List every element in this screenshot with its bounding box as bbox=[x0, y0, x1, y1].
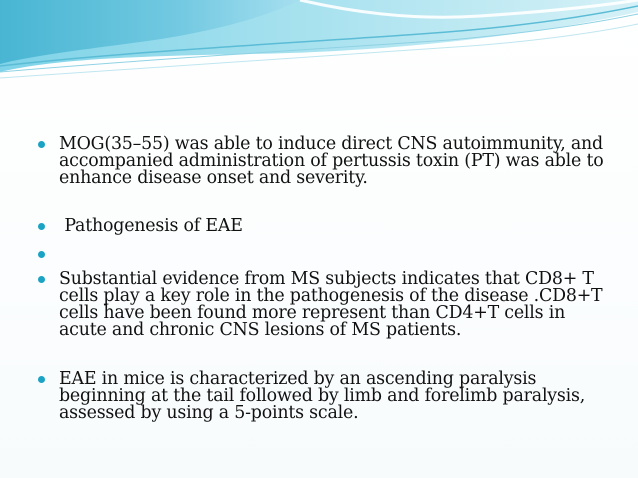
bullet-dot-icon bbox=[38, 223, 45, 230]
bullet-item bbox=[36, 371, 616, 422]
bullet-text: EAE in mice is characterized by an ascending paralysis beginning at the tail followed by limb and forelimb paralysis, assessed by using a 5-points scale. bbox=[59, 369, 586, 423]
bullet-list bbox=[36, 136, 616, 422]
bullet-text: MOG(35–55) was able to induce direct CNS autoimmunity, and accompanied administration of pertussis toxin (PT) was able to enhance disease onset and severity. bbox=[59, 134, 604, 188]
bullet-item bbox=[36, 136, 616, 187]
bullet-dot-icon bbox=[38, 376, 45, 383]
bullet-text: Pathogenesis of EAE bbox=[59, 216, 243, 236]
bullet-dot-icon bbox=[38, 276, 45, 283]
bullet-item bbox=[36, 218, 616, 235]
decorative-wave-banner bbox=[0, 0, 638, 90]
bullet-item bbox=[36, 271, 616, 339]
bullet-text: Substantial evidence from MS subjects indicates that CD8+ T cells play a key role in the pathogenesis of the disease .CD8+T cells have been found more represent than CD4+T cells in acute and chronic CNS lesions of MS patients. bbox=[59, 269, 603, 340]
bullet-dot-icon bbox=[38, 251, 45, 258]
bullet-item bbox=[36, 246, 616, 263]
bullet-dot-icon bbox=[38, 141, 45, 148]
